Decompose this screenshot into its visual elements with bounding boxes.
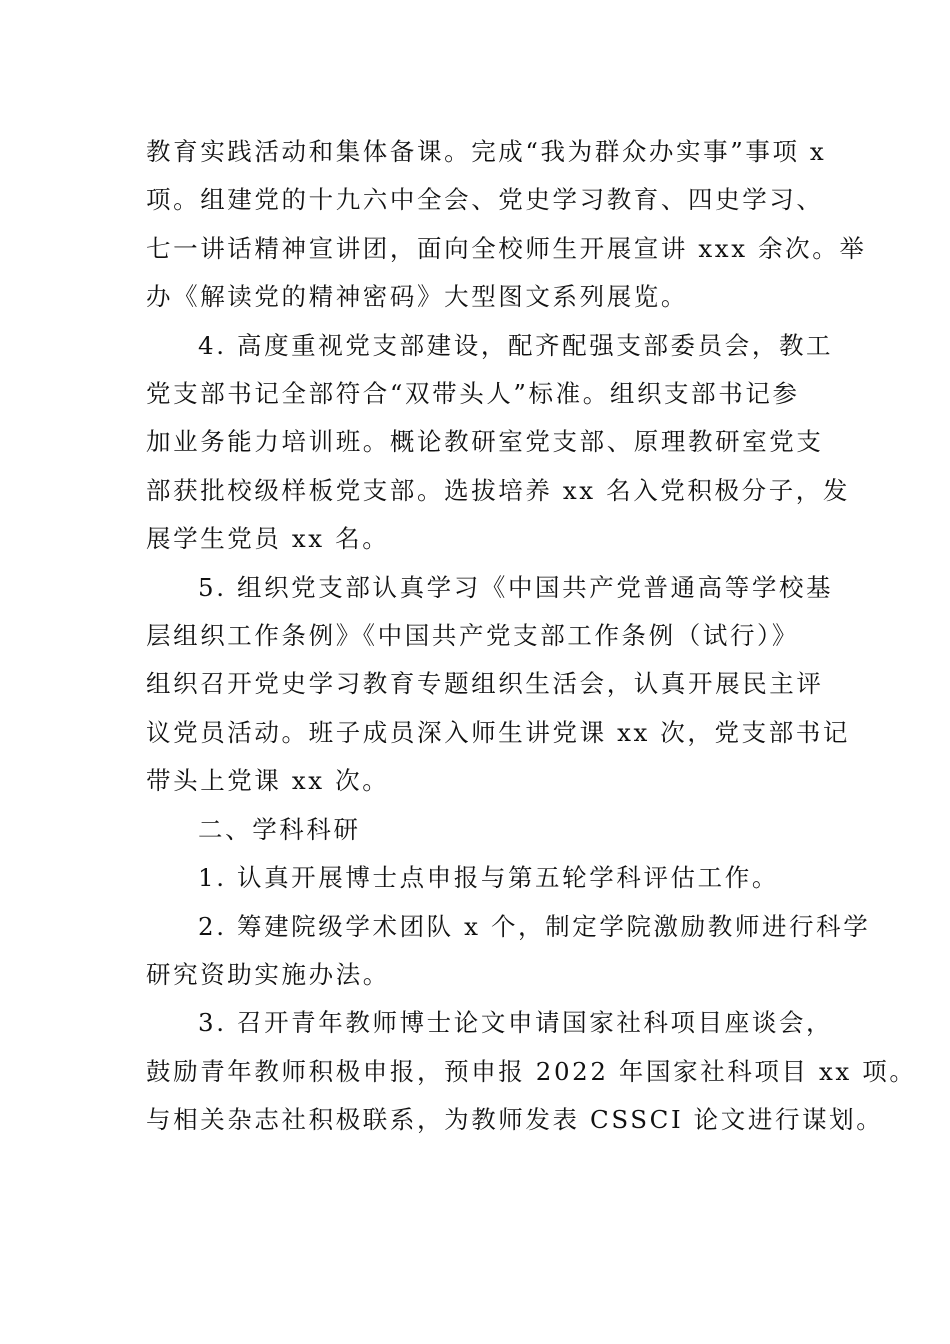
- text-line: 二、学科科研: [198, 814, 361, 844]
- paragraph-item-5-regulations-study: [146, 564, 851, 806]
- text-line: 党支部书记全部符合“双带头人”标准。组织支部书记参: [146, 379, 800, 409]
- text-line: 层组织工作条例》《中国共产党支部工作条例（试行）》: [146, 621, 799, 651]
- text-line: 3. 召开青年教师博士论文申请国家社科项目座谈会，: [198, 1008, 834, 1038]
- text-line: 项。组建党的十九六中全会、党史学习教育、四史学习、: [146, 185, 824, 215]
- text-line: 与相关杂志社积极联系，为教师发表 CSSCI 论文进行谋划。: [146, 1105, 884, 1135]
- paragraph-item-2-research-teams: [146, 903, 871, 1000]
- paragraph-item-1-doctoral-program: [146, 854, 814, 902]
- text-line: 研究资助实施办法。: [146, 959, 390, 989]
- text-line: 5. 组织党支部认真学习《中国共产党普通高等学校基: [198, 572, 834, 602]
- paragraph-item-4-branch-building: [146, 322, 851, 564]
- text-line: 带头上党课 xx 次。: [146, 766, 390, 796]
- document-body: [146, 128, 917, 1145]
- text-line: 部获批校级样板党支部。选拔培养 xx 名入党积极分子，发: [146, 475, 851, 505]
- section-heading-discipline-research: [146, 806, 814, 854]
- paragraph-item-3-young-teachers: [146, 999, 917, 1144]
- text-line: 展学生党员 xx 名。: [146, 524, 390, 554]
- text-line: 鼓励青年教师积极申报，预申报 2022 年国家社科项目 xx 项。: [146, 1056, 917, 1086]
- text-line: 1. 认真开展博士点申报与第五轮学科评估工作。: [198, 863, 779, 893]
- text-line: 2. 筹建院级学术团队 x 个，制定学院激励教师进行科学: [198, 911, 871, 941]
- text-line: 办《解读党的精神密码》大型图文系列展览。: [146, 282, 688, 312]
- text-line: 加业务能力培训班。概论教研室党支部、原理教研室党支: [146, 427, 824, 457]
- text-line: 4. 高度重视党支部建设，配齐配强支部委员会，教工: [198, 330, 834, 360]
- text-line: 议党员活动。班子成员深入师生讲党课 xx 次，党支部书记: [146, 717, 851, 747]
- paragraph-practice-activities: [146, 128, 867, 322]
- text-line: 七一讲话精神宣讲团，面向全校师生开展宣讲 xxx 余次。举: [146, 233, 867, 263]
- text-line: 组织召开党史学习教育专题组织生活会，认真开展民主评: [146, 669, 824, 699]
- text-line: 教育实践活动和集体备课。完成“我为群众办实事”事项 x: [146, 137, 827, 166]
